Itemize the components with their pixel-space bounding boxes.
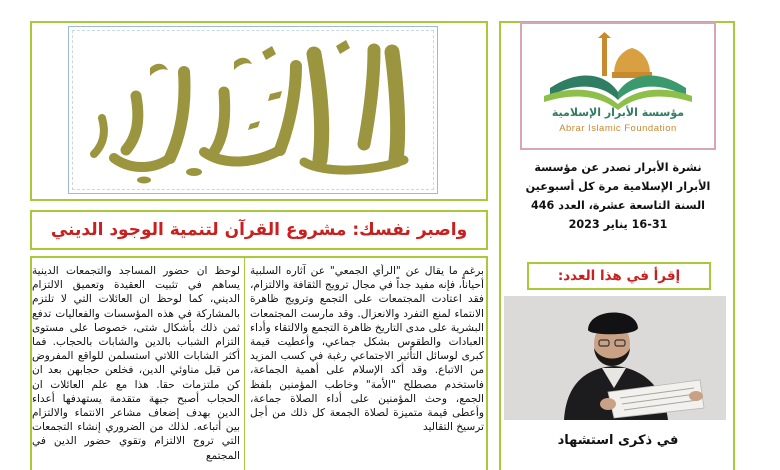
foundation-english-name: Abrar Islamic Foundation	[559, 123, 677, 134]
column-divider	[244, 258, 245, 470]
remembrance-heading: في ذكرى استشهاد	[557, 433, 679, 448]
toc-label: إقرأ في هذا العدد:	[557, 268, 681, 284]
article-column-left: لوحظ ان حضور المساجد والتجمعات الدينية يساهم في تثبيت العقيدة وتعميق الالتزام الديني، كما لوحظ ان العائلات التي لا تلتزم بالمشاركة في هذه المؤسسات والفعاليات تدفع ثمن ذلك بأشكال شتى، خصوصا على مستوى التزام الشباب بالدين والشابات بالحجاب. فما أكثر الشابات اللاتي استسلمن للواقع المفروض من قبل مناوئي الدين، فخلعن حجابهن بعد ان كن ملتزمات حقا. هذا مع علم العائلات ان الحجاب أصبح جبهة متقدمة يستهدفها أعداء الدين بهدف إضعاف مشاعر الانتماء والالتزام بين أتباعه. لذلك من الضروري إنشاء التجمعات التي تروج الالتزام وتقوي حضور الدين في المجتمع	[32, 265, 240, 462]
masthead-calligraphy	[74, 32, 432, 190]
issue-dates: 16-31 يناير 2023	[568, 218, 668, 231]
scholar-photo	[504, 296, 726, 420]
intro-line-2: الأبرار الإسلامية مرة كل أسبوعين	[525, 180, 711, 193]
intro-line-3: السنة التاسعة عشرة، العدد 446	[530, 199, 705, 212]
main-article-title: واصبر نفسك: مشروع القرآن لتنمية الوجود الديني	[50, 220, 468, 240]
article-column-right: برغم ما يقال عن "الرأي الجمعي" عن آثاره السلبية أحياناً، فإنه مفيد جداً في مجال ترويج الثقافة والالتزام، فقد اعتادت المجتمعات على التجمع وترويج ظاهرة الانتماء لمنع التفرد والانعزال. وقد مارست المجتمعات البشرية على مدى التاريخ ظاهرة التجمع والالتقاء وأداء العبادات والطقوس بشكل جماعي، وأعطيت قيمة كبرى لوسائل التأثير الاجتماعي رغبة في كسب المزيد من الاتباع. وقد أكد الإسلام على أهمية الجماعة، فاستخدم مصطلح "الأمة" وخاطب المؤمنين بلفظ الجمع، وحث المؤمنين على أداء الصلاة جماعة، وأعطى قيمة متميزة لصلاة الجمعة كل ذلك من أجل ترسيخ التقاليد	[250, 265, 484, 434]
toc-box	[527, 262, 711, 290]
issue-intro	[512, 158, 724, 254]
main-article-title-box	[30, 210, 488, 250]
foundation-arabic-name: مؤسسة الأبرار الإسلامية	[551, 106, 685, 119]
intro-line-1: نشرة الأبرار تصدر عن مؤسسة	[534, 161, 702, 174]
